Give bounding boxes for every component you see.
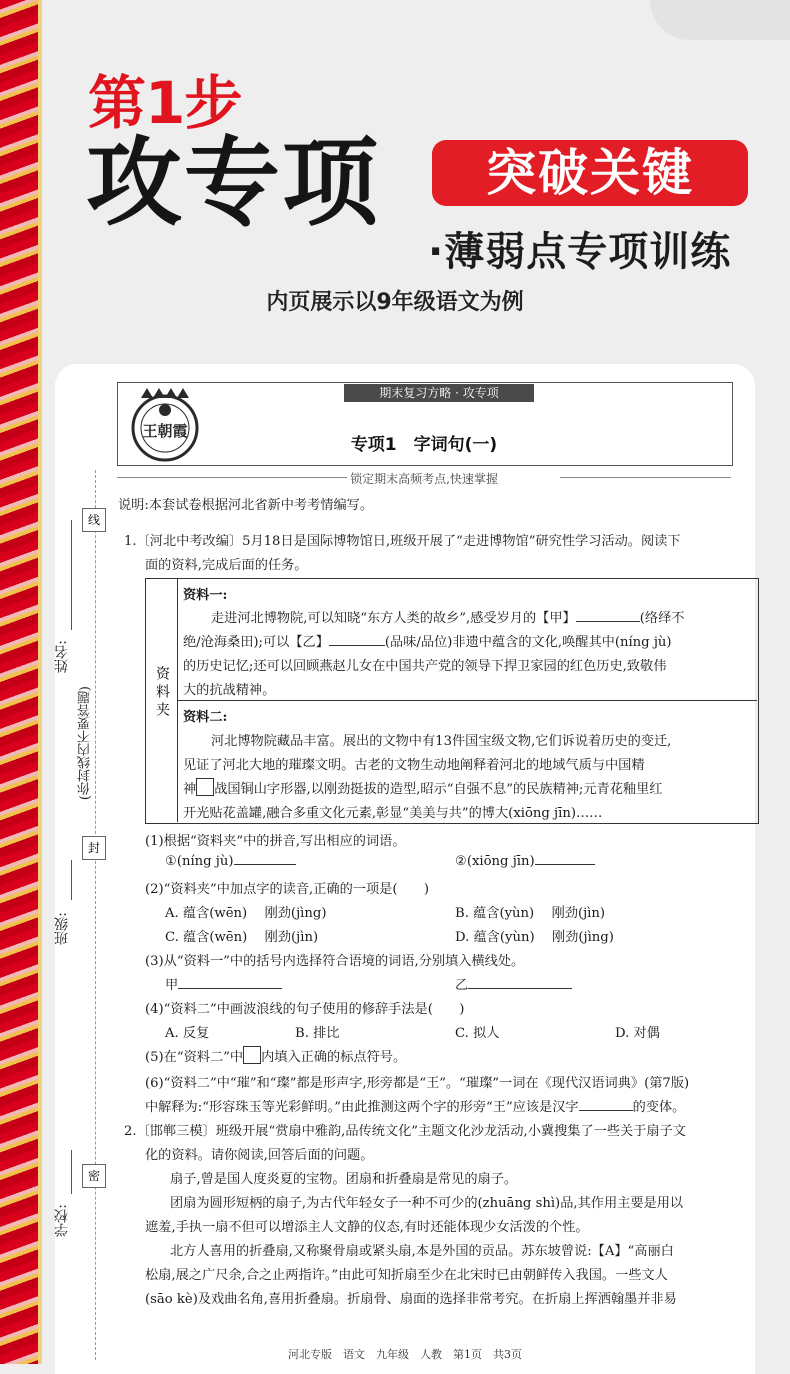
name-field-line (71, 520, 72, 630)
q1-sub2: (2)“资料夹”中加点字的读音,正确的一项是( ) (145, 882, 430, 897)
instruction-note: 说明:本套试卷根据河北省新中考考情编写。 (118, 498, 374, 513)
material-1-line: 的历史记忆;还可以回顾燕赵儿女在中国共产党的领导下捍卫家园的红色历史,致敬伟 (183, 659, 667, 674)
q2-stem: 2.〔邯郸三模〕班级开展“赏扇中雅韵,品传统文化”主题文化沙龙活动,小冀搜集了一些关于扇子文 (124, 1124, 686, 1139)
school-field-line (71, 1150, 72, 1194)
banner-subtitle: ·薄弱点专项训练 (428, 229, 732, 275)
page-footer: 河北专版 语文 九年级 人教 第1页 共3页 (288, 1348, 522, 1361)
q2-passage-line: 扇子,曾是国人度炎夏的宝物。团扇和折叠扇是常见的扇子。 (170, 1172, 518, 1187)
q1-stem: 1.〔河北中考改编〕5月18日是国际博物馆日,班级开展了“走进博物馆”研究性学习活动。阅读下 (124, 534, 681, 549)
sheet-title: 专项1 字词句(一) (350, 435, 498, 455)
material-divider (177, 700, 757, 701)
preview-caption: 内页展示以9年级语文为例 (266, 290, 524, 315)
corner-decoration (650, 0, 790, 40)
material-2-line: 神 战国铜山字形器,以刚劲挺拔的造型,昭示“自强不息”的民族精神;元青花釉里红 (183, 778, 663, 797)
q1-sub3-a: 甲 (165, 974, 282, 993)
q1-sub4: (4)“资料二”中画波浪线的句子使用的修辞手法是( ) (145, 1002, 465, 1017)
option-b: B. 排比 (295, 1026, 340, 1041)
punctuation-box (243, 1046, 261, 1064)
material-2-line: 开光贴花盖罐,融合多重文化元素,彰显“美美与共”的博大(xiōng jīn)…… (183, 806, 603, 821)
q2-passage-line: 遮羞,手执一扇不但可以增添主人文静的仪态,有时还能体现少女活泼的个性。 (145, 1220, 589, 1235)
material-label: 资料夹 (154, 666, 170, 720)
punctuation-box (196, 778, 214, 796)
q1-stem-cont: 面的资料,完成后面的任务。 (145, 558, 308, 573)
binding-mark-fold: 密 (82, 1164, 106, 1188)
binding-notice: (你封线内不要答题) (78, 686, 93, 801)
banner-title: 攻专项 (86, 127, 380, 239)
school-field-label: 学校: (54, 1204, 70, 1237)
option-d: D. 蕴含(yùn) 刚劲(jìng) (455, 930, 614, 945)
q1-sub1: (1)根据“资料夹”中的拼音,写出相应的词语。 (145, 834, 406, 849)
binding-mark-line: 线 (82, 508, 106, 532)
q1-sub6: (6)“资料二”中“璀”和“璨”都是形声字,形旁都是“王”。“璀璨”一词在《现代汉语词典》(第7版) (145, 1076, 690, 1091)
option-c: C. 蕴含(wēn) 刚劲(jìn) (165, 930, 319, 945)
material-1-title: 资料一: (183, 588, 228, 603)
section-tab: 期末复习方略 · 攻专项 (344, 384, 534, 402)
q2-stem-cont: 化的资料。请你阅读,回答后面的问题。 (145, 1148, 374, 1163)
q2-passage-line: 北方人喜用的折叠扇,又称聚骨扇或紧头扇,本是外国的贡品。苏东坡曾说:【A】“高丽白 (170, 1244, 674, 1259)
name-field-label: 姓名: (54, 640, 70, 673)
material-2-line: 见证了河北大地的璀璨文明。古老的文物生动地阐释着河北的地域气质与中国精 (183, 758, 645, 773)
highlight-badge: 突破关键 (432, 140, 748, 206)
option-d: D. 对偶 (615, 1026, 660, 1041)
sheet-subtitle: 锁定期末高频考点,快速掌握 (350, 472, 498, 486)
binding-mark-seal: 封 (82, 836, 106, 860)
svg-text:王朝霞: 王朝霞 (142, 422, 188, 440)
material-1-line: 走进河北博物院,可以知晓“东方人类的故乡”,感受岁月的【甲】 (络绎不 (211, 611, 685, 626)
option-b: B. 蕴含(yùn) 刚劲(jìn) (455, 906, 606, 921)
q1-sub5: (5)在“资料二”中 内填入正确的标点符号。 (145, 1046, 406, 1065)
material-1-line: 绝/沧海桑田);可以【乙】 (品味/品位)非遗中蕴含的文化,唤醒其中(níng jù) (183, 635, 672, 650)
material-1-line: 大的抗战精神。 (183, 683, 276, 698)
q1-sub1-b: ②(xiōng jīn) (455, 854, 595, 869)
q2-passage-line: (sāo kè)及戏曲名角,喜用折叠扇。折扇骨、扇面的选择非常考究。在折扇上挥洒翰墨并非易 (145, 1292, 677, 1307)
option-a: A. 反复 (165, 1026, 210, 1041)
option-c: C. 拟人 (455, 1026, 500, 1041)
option-a: A. 蕴含(wēn) 刚劲(jìng) (165, 906, 327, 921)
q2-passage-line: 团扇为圆形短柄的扇子,为古代年轻女子一种不可少的(zhuāng shì)品,其作用主要是用以 (170, 1196, 684, 1211)
step-label: 第1步 (88, 69, 242, 137)
decorative-stripe-border (0, 0, 38, 1364)
material-2-line: 河北博物院藏品丰富。展出的文物中有13件国宝级文物,它们诉说着历史的变迁, (211, 734, 672, 749)
q1-sub3-b: 乙 (455, 974, 572, 993)
q1-sub1-a: ①(níng jù) (165, 854, 296, 869)
q2-passage-line: 松扇,展之广尺余,合之止两指许。”由此可知折扇至少在北宋时已由朝鲜传入我国。一些文人 (145, 1268, 668, 1283)
material-2-title: 资料二: (183, 710, 228, 725)
binding-line (95, 470, 96, 1360)
q1-sub6-cont: 中解释为:“形容珠玉等光彩鲜明。”由此推测这两个字的形旁“王”应该是汉字 的变体。 (145, 1100, 686, 1115)
class-field-line (71, 860, 72, 900)
q1-sub3: (3)从“资料一”中的括号内选择符合语境的词语,分别填入横线处。 (145, 954, 525, 969)
class-field-label: 班级: (54, 912, 70, 945)
